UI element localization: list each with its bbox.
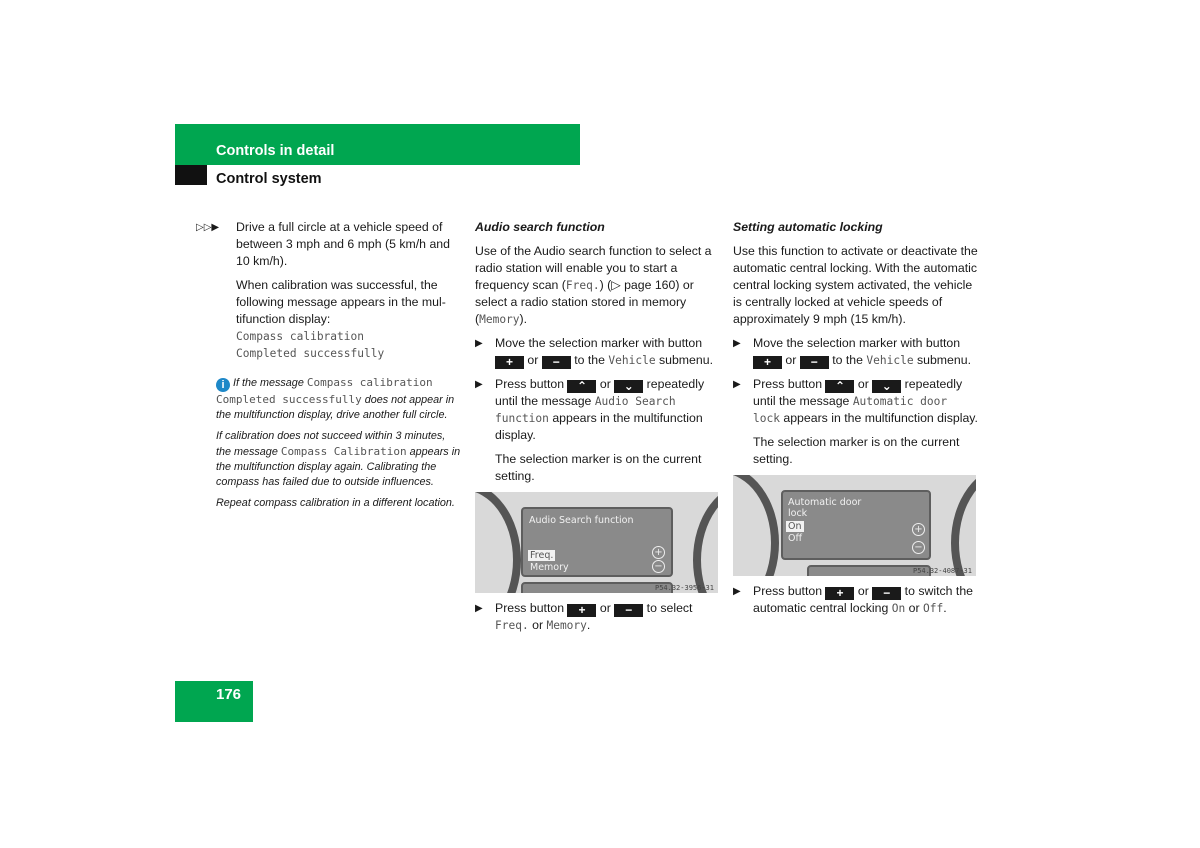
photo-code: P54.32-4087-31 [912, 567, 972, 575]
gauge-right [951, 475, 976, 576]
page-number: 176 [216, 686, 242, 703]
display-title-line2: lock [788, 508, 808, 519]
photo-code: P54.32-3956-31 [654, 584, 714, 592]
gauge-left [733, 475, 779, 576]
gauge-left [475, 492, 521, 593]
step-switch-locking: ▶ Press button + or − to switch the automatic central locking On or Off. [733, 584, 974, 615]
multifunction-display [781, 490, 931, 560]
selection-marker-note: The selection marker is on the current setting. [495, 452, 702, 483]
plus-circle-icon: + [652, 546, 665, 559]
column-1 [196, 219, 461, 517]
result-text: When calibration was successful, the following message appears in the mul-tifunction display: Compass calibration Completed successfully [236, 278, 446, 360]
display-option-freq: Freq. [530, 550, 554, 561]
audio-search-heading: Audio search function [475, 220, 605, 234]
minus-button-icon: − [872, 587, 901, 600]
step-move-marker: ▶ Move the selection marker with button + or − to the Vehicle submenu. [733, 336, 971, 369]
bullet-icon: ▶ [475, 338, 483, 349]
auto-locking-intro: Use this function to activate or deactivate the automatic central locking. With the automatic central locking system activated, the vehicle is centrally locked at vehicle speeds of approximately 9 mph (15 km/h). [733, 244, 978, 326]
plus-button-icon: + [567, 604, 596, 617]
display-message-line2: Completed successfully [236, 347, 385, 360]
plus-button-icon: + [753, 356, 782, 369]
page-number-box [175, 681, 253, 722]
bullet-icon: ▶ [475, 603, 483, 614]
display-title: Audio Search function [529, 515, 634, 526]
door-lock-display-photo [733, 475, 976, 576]
step-drive-circle: ▷▷▶ Drive a full circle at a vehicle speed of between 3 mph and 6 mph (5 km/h and 10 km/h). [196, 220, 450, 268]
plus-circle-icon: + [912, 523, 925, 536]
chapter-title: Controls in detail [216, 143, 335, 159]
auto-locking-heading: Setting automatic locking [733, 220, 883, 234]
plus-button-icon: + [495, 356, 524, 369]
continued-step-icon: ▷▷▶ [196, 222, 220, 233]
bullet-icon: ▶ [475, 379, 483, 390]
display-message-line1: Compass calibration [236, 330, 364, 343]
display-option-memory: Memory [530, 562, 569, 573]
display-title-line1: Automatic door [788, 497, 862, 508]
minus-circle-icon: − [912, 541, 925, 554]
up-button-icon: ⌃ [567, 380, 596, 393]
plus-button-icon: + [825, 587, 854, 600]
step-move-marker: ▶ Move the selection marker with button + or − to the Vehicle submenu. [475, 336, 713, 369]
section-title: Control system [216, 171, 322, 187]
display-option-on: On [788, 521, 802, 532]
up-button-icon: ⌃ [825, 380, 854, 393]
down-button-icon: ⌄ [872, 380, 901, 393]
audio-search-display-photo [475, 492, 718, 593]
audio-search-intro: Use of the Audio search function to select a radio station will enable you to start a frequency scan (Freq.) (▷ page 160) or select a radio station stored in memory (Memory). [475, 244, 712, 326]
step-press-arrows: ▶ Press button ⌃ or ⌄ repeatedly until the message Audio Search function appears in the multifunction display. [475, 377, 705, 442]
lower-display-edge [521, 582, 673, 593]
bullet-icon: ▶ [733, 379, 741, 390]
selection-marker-note: The selection marker is on the current setting. [753, 435, 960, 466]
column-2 [475, 219, 720, 641]
gauge-right [693, 492, 718, 593]
minus-button-icon: − [542, 356, 571, 369]
note-calibration-failed: If calibration does not succeed within 3 minutes, the message Compass Calibration appears in the multifunction display again. Calibrating the compass has failed due to outside influences. [216, 430, 461, 488]
display-option-off: Off [788, 533, 803, 544]
bullet-icon: ▶ [733, 338, 741, 349]
column-3 [733, 219, 978, 624]
minus-button-icon: − [800, 356, 829, 369]
section-tab [175, 165, 207, 185]
step-press-arrows: ▶ Press button ⌃ or ⌄ repeatedly until the message Automatic door lock appears in the multifunction display. [733, 377, 978, 425]
info-icon: i [216, 378, 230, 392]
down-button-icon: ⌄ [614, 380, 643, 393]
note-calibration-retry: i If the message Compass calibration Completed successfully does not appear in the multifunction display, drive another full circle. [216, 376, 455, 421]
multifunction-display [521, 507, 673, 577]
minus-button-icon: − [614, 604, 643, 617]
bullet-icon: ▶ [733, 586, 741, 597]
minus-circle-icon: − [652, 560, 665, 573]
step-select-option: ▶ Press button + or − to select Freq. or Memory. [475, 601, 693, 632]
note-repeat-calibration: Repeat compass calibration in a different location. [216, 497, 455, 509]
